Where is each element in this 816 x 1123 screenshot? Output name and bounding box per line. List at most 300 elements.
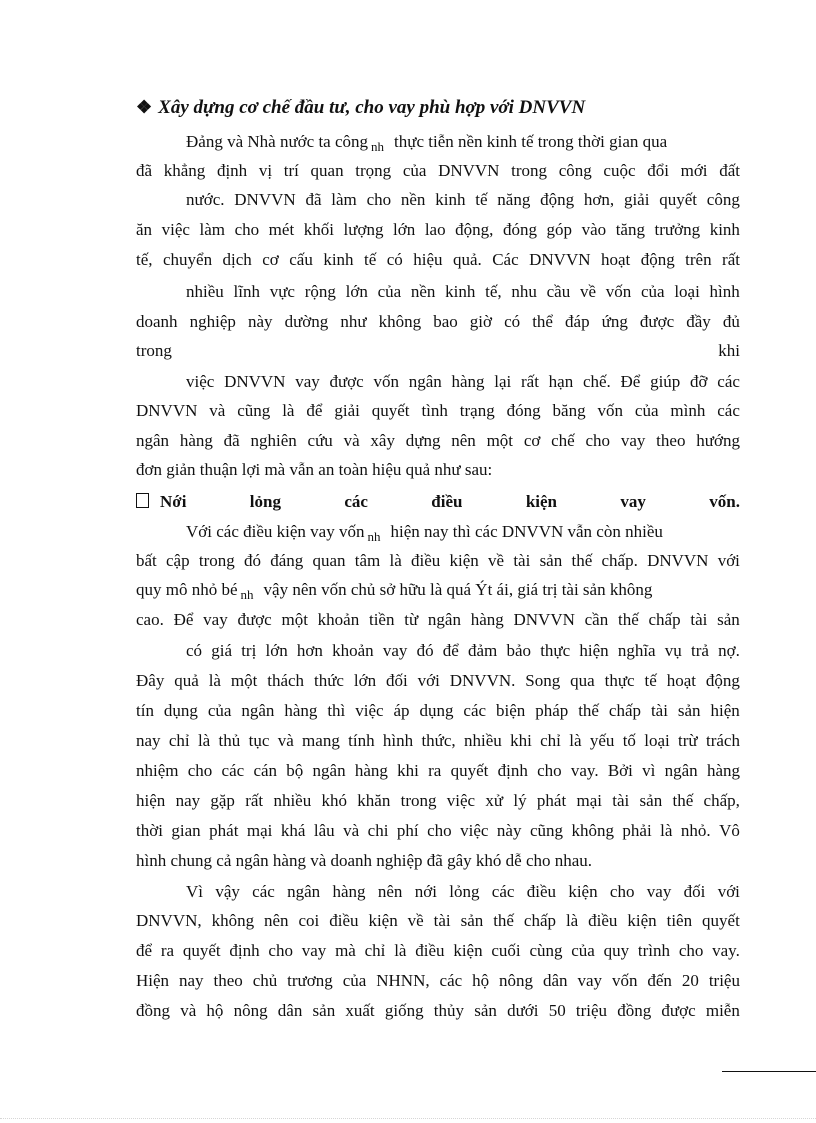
word: từ [404, 610, 419, 629]
word: tế, [485, 282, 502, 301]
para2-line-7 [136, 701, 740, 721]
para1-line-8: trong khi [136, 341, 740, 360]
page-bottom-dotted-edge [0, 1118, 816, 1119]
word: khoản [317, 610, 360, 629]
word: ngân [287, 882, 321, 901]
word: đáng [270, 551, 304, 570]
word: nhiều [464, 731, 502, 750]
word: việc [161, 220, 190, 239]
word: vay [577, 971, 603, 990]
word: đối [385, 671, 408, 690]
para2-line-12: hình chung cả ngân hàng và doanh nghiệp đã gây khó dễ cho nhau. [136, 851, 593, 870]
word: NHNN, [376, 971, 430, 990]
word: động [705, 671, 740, 690]
word: dưới [507, 1001, 539, 1020]
word: tế [644, 671, 657, 690]
word: tăng [615, 220, 645, 239]
word: giải [623, 190, 650, 209]
word: áp [393, 701, 410, 720]
word: của [377, 282, 402, 301]
word: vốn [605, 282, 632, 301]
word: tế, [136, 250, 153, 269]
word: của [207, 701, 232, 720]
word: kiện [449, 551, 479, 570]
word: trương [287, 971, 333, 990]
word: giờ [469, 312, 493, 331]
word: Để [620, 372, 641, 391]
para1-line-4 [136, 220, 740, 240]
word: khăn [357, 791, 391, 810]
para2-line-5 [186, 641, 740, 661]
word: có [386, 250, 403, 269]
para3-line-2 [136, 911, 740, 931]
word: mình [670, 401, 706, 420]
word: là [208, 671, 221, 690]
word: động [640, 250, 675, 269]
word: lớn [393, 220, 416, 239]
word: nghiệp [189, 312, 236, 331]
word: nghĩa [617, 641, 656, 660]
word: Song [525, 671, 561, 690]
word: về [407, 911, 424, 930]
word: khối [303, 220, 334, 239]
word: mang [302, 731, 340, 750]
word: tài [513, 551, 531, 570]
word: nhiều [273, 791, 312, 810]
word: mới [680, 161, 708, 180]
word: cứu [307, 431, 333, 450]
para1-line-7 [136, 312, 740, 332]
word: nên [451, 431, 476, 450]
word: cần [584, 610, 609, 629]
word: của [640, 282, 665, 301]
word: quyết [450, 761, 489, 780]
word: đóng [502, 220, 537, 239]
word: yếu [589, 731, 615, 750]
word: cơ [262, 250, 279, 269]
word: chi [367, 821, 389, 840]
word: giá [211, 641, 233, 660]
subheading [136, 492, 149, 512]
word: cho [268, 941, 293, 960]
word: góp [546, 220, 573, 239]
word: có [186, 641, 203, 660]
para1-small-artifact: nh [371, 139, 385, 154]
word: mại [576, 791, 602, 810]
word: bộ [286, 761, 304, 780]
word: lao [424, 220, 446, 239]
word: thế [617, 610, 639, 629]
word: hơn [296, 641, 323, 660]
word: quyết [371, 401, 410, 420]
word: rất [722, 250, 740, 269]
word: tế [475, 190, 488, 209]
word: ứng [601, 312, 628, 331]
word: nên [264, 911, 289, 930]
word: chấp [523, 911, 556, 930]
word: một [281, 610, 308, 629]
word: mà [335, 941, 356, 960]
word: đó [416, 641, 434, 660]
diamond-dots-bullet-icon: ❖ [136, 97, 153, 117]
section-heading-text: Xây dựng cơ chế đầu tư, cho vay phù hợp với DNVVN [158, 97, 586, 118]
word: sản [539, 551, 563, 570]
word: nay [175, 791, 201, 810]
word: cho [234, 220, 260, 239]
word: đó [243, 551, 261, 570]
word: thời [136, 821, 163, 840]
word: của [402, 161, 427, 180]
para1-line-2 [136, 161, 740, 181]
word: đã [136, 161, 153, 180]
word: ra [160, 941, 175, 960]
word: thực [540, 641, 571, 660]
para3-line-1 [186, 882, 740, 902]
para2-line-10 [136, 791, 740, 811]
word: để [136, 941, 153, 960]
word: tín [136, 701, 154, 720]
word: động [540, 190, 575, 209]
word: để [306, 401, 323, 420]
word: thực [604, 671, 635, 690]
word: cho [585, 431, 611, 450]
word: cho [187, 761, 213, 780]
word: việc [446, 791, 476, 810]
word: mét [268, 220, 295, 239]
word: bao [433, 312, 458, 331]
word: dựng [405, 431, 441, 450]
word: hạn [548, 372, 574, 391]
word: cuối [491, 941, 521, 960]
word: đất [719, 161, 740, 180]
word: chế. [582, 372, 611, 391]
word: thế [672, 791, 694, 810]
word: vào [581, 220, 607, 239]
para1-line-12: đơn giản thuận lợi mà vẫn an toàn hiệu quả như sau: [136, 460, 493, 479]
word: điều [329, 911, 359, 930]
word: khá [280, 821, 306, 840]
word: thể [532, 312, 553, 331]
word: đầy [686, 312, 711, 331]
word: không [378, 312, 422, 331]
word: trí [283, 161, 299, 180]
word: ăn [136, 220, 153, 239]
word: này [247, 312, 273, 331]
word: vay [301, 941, 327, 960]
word: kinh [323, 250, 354, 269]
word: vốn [611, 971, 638, 990]
word: sản [717, 610, 740, 629]
word: với [417, 671, 440, 690]
word: DNVVN. [449, 671, 516, 690]
word: về [579, 282, 597, 301]
word: khoản [332, 641, 374, 660]
word: quả [174, 671, 199, 690]
word: trưởng [654, 220, 701, 239]
word: ngân [408, 372, 442, 391]
word: chủ [252, 971, 278, 990]
word: tài [690, 610, 708, 629]
word: lượng [343, 220, 384, 239]
word: thủy [433, 1001, 465, 1020]
word: không [211, 911, 255, 930]
word: kiện [568, 882, 598, 901]
word: lĩnh [233, 282, 260, 301]
word: vốn [373, 372, 399, 391]
word: vay [620, 431, 646, 450]
word: thách [267, 671, 305, 690]
word: quy [603, 941, 630, 960]
word: cơ [523, 431, 541, 450]
word: làm [199, 220, 225, 239]
word: đã [305, 190, 322, 209]
word: như [340, 312, 367, 331]
word: các [463, 701, 487, 720]
word: trừ [678, 731, 698, 750]
word: thế [571, 551, 593, 570]
word: việc [460, 821, 489, 840]
word: trên [685, 250, 712, 269]
word: là [565, 911, 579, 930]
word: chấp [608, 701, 641, 720]
word: là [394, 941, 407, 960]
word: chấp, [703, 791, 740, 810]
word: cao. [136, 610, 164, 629]
word: khi [510, 731, 532, 750]
word: 20 [681, 971, 699, 990]
para2-line-2 [136, 551, 740, 571]
word: khẳng [163, 161, 206, 180]
word: trong [511, 161, 548, 180]
word: các [252, 882, 275, 901]
word: rất [245, 791, 264, 810]
word: động, [455, 220, 494, 239]
word: các [717, 372, 740, 391]
word: trạng [459, 401, 495, 420]
word: nhỏ. [680, 821, 711, 840]
word: ngân [427, 610, 461, 629]
word: Đây [136, 671, 165, 690]
word: hộ [472, 971, 490, 990]
word: vực [269, 282, 295, 301]
word: vay [295, 372, 320, 391]
para2-small-artifact-1: nh [367, 529, 381, 544]
word: chấp. [601, 551, 638, 570]
word: công [558, 161, 592, 180]
word: các [717, 401, 740, 420]
word: khó [321, 791, 347, 810]
word: trong [198, 551, 235, 570]
word: trình [637, 941, 671, 960]
word: lớn [265, 641, 288, 660]
word: giúp [650, 372, 681, 391]
word: hiện [710, 701, 740, 720]
word: lỏng [449, 882, 480, 901]
word: coi [298, 911, 320, 930]
word: đóng [506, 401, 541, 420]
word: biện [495, 701, 526, 720]
word: cho [537, 761, 562, 780]
word: chỉ [540, 731, 561, 750]
word: đồng [617, 1001, 652, 1020]
para1-line-11 [136, 431, 740, 451]
word: băng [552, 401, 586, 420]
word: kiện [627, 911, 657, 930]
word: tình [421, 401, 448, 420]
word: sản [312, 1001, 336, 1020]
word: DNVVN, [136, 911, 202, 930]
word: xuất [345, 1001, 375, 1020]
word: tiên [666, 911, 693, 930]
word: sản [460, 911, 484, 930]
word: sản [677, 701, 701, 720]
para1-line-9 [186, 372, 740, 392]
square-bullet-icon [136, 493, 149, 508]
footnote-separator-rule [722, 1071, 816, 1072]
word: các [491, 882, 515, 901]
word: hàng [451, 372, 485, 391]
word: cùng [529, 941, 563, 960]
word: chỉ [364, 941, 386, 960]
word: là [282, 401, 295, 420]
word: hộ [206, 1001, 224, 1020]
word: kiện [368, 911, 398, 930]
word: nới [414, 882, 437, 901]
word: và [180, 1001, 197, 1020]
para1-line-6 [186, 282, 740, 302]
word: phát [209, 821, 239, 840]
word: thức, [421, 731, 456, 750]
word: trọng [355, 161, 392, 180]
word: xử [485, 791, 504, 810]
word: cấu [289, 250, 313, 269]
word: trị [241, 641, 257, 660]
word: không [571, 821, 614, 840]
word: doanh [136, 312, 178, 331]
word: bất [136, 551, 157, 570]
word: một [486, 431, 514, 450]
word: điều [526, 882, 557, 901]
word: đảm [467, 641, 498, 660]
word: làm [331, 190, 357, 209]
word: tiền [368, 610, 395, 629]
word: đã [223, 431, 240, 450]
word: và [277, 731, 294, 750]
para2-small-artifact-2: nh [240, 587, 254, 602]
word: qua [570, 671, 595, 690]
word: việc [355, 701, 384, 720]
word: và [343, 821, 360, 840]
word: vay [203, 610, 228, 629]
word: tài [612, 791, 630, 810]
word: là [660, 821, 673, 840]
word: vay [382, 641, 408, 660]
word: là [389, 551, 402, 570]
word: việc [186, 372, 215, 391]
word: tục [248, 731, 270, 750]
word: sản [639, 791, 663, 810]
word: Vô [719, 821, 740, 840]
word: với [717, 551, 740, 570]
word: về [488, 551, 505, 570]
word: đối [683, 882, 706, 901]
word: hàng [470, 610, 504, 629]
word: 50 [548, 1001, 566, 1020]
word: được [237, 610, 272, 629]
word: theo [213, 971, 243, 990]
word: nhu [511, 282, 537, 301]
word: một [230, 671, 258, 690]
word: cuộc [603, 161, 636, 180]
word: công [706, 190, 740, 209]
para2-line-8 [136, 731, 740, 751]
word: định [229, 941, 260, 960]
word: chấp [648, 610, 681, 629]
word: gặp [210, 791, 235, 810]
word: miễn [705, 1001, 740, 1020]
word: vậy [215, 882, 240, 901]
word: chuyển [162, 250, 213, 269]
word: với [717, 882, 740, 901]
word: năng [497, 190, 531, 209]
word: để [442, 641, 459, 660]
word: đỡ [690, 372, 708, 391]
word: và [209, 401, 226, 420]
word: kiện [453, 941, 483, 960]
word: dân [542, 971, 568, 990]
para3-line-5 [136, 1001, 740, 1021]
word: loại [674, 282, 700, 301]
word: quyết [182, 941, 221, 960]
word: là [569, 731, 582, 750]
word: nước. [186, 190, 225, 209]
word: nghiên [250, 431, 297, 450]
word: cho [427, 821, 452, 840]
word: vì [642, 761, 656, 780]
word: có [504, 312, 521, 331]
word: ra [428, 761, 442, 780]
word: Hiện [136, 971, 170, 990]
word: cũng [529, 821, 563, 840]
word: nông [233, 1001, 268, 1020]
word: kinh [709, 220, 740, 239]
word: và [343, 431, 360, 450]
word: vay [646, 882, 672, 901]
word: dụng [163, 701, 198, 720]
word: gian [171, 821, 201, 840]
word: quan [310, 161, 344, 180]
para1-line-5 [136, 250, 740, 270]
word: phát [536, 791, 567, 810]
word: giải [334, 401, 360, 420]
word: dân [277, 1001, 303, 1020]
word: chế [551, 431, 575, 450]
word: DNVVN [529, 250, 591, 269]
word: cho [609, 882, 635, 901]
word: của [342, 971, 367, 990]
para1-line-3 [186, 190, 740, 210]
word: DNVVN [513, 610, 575, 629]
word: nay [178, 971, 204, 990]
word: nông [499, 971, 534, 990]
word: điều [411, 551, 441, 570]
word: sản [474, 1001, 497, 1020]
word: ngân [664, 761, 698, 780]
word: hàng [179, 431, 213, 450]
word: tế [364, 250, 377, 269]
word: điều [588, 911, 618, 930]
word: lý [513, 791, 527, 810]
